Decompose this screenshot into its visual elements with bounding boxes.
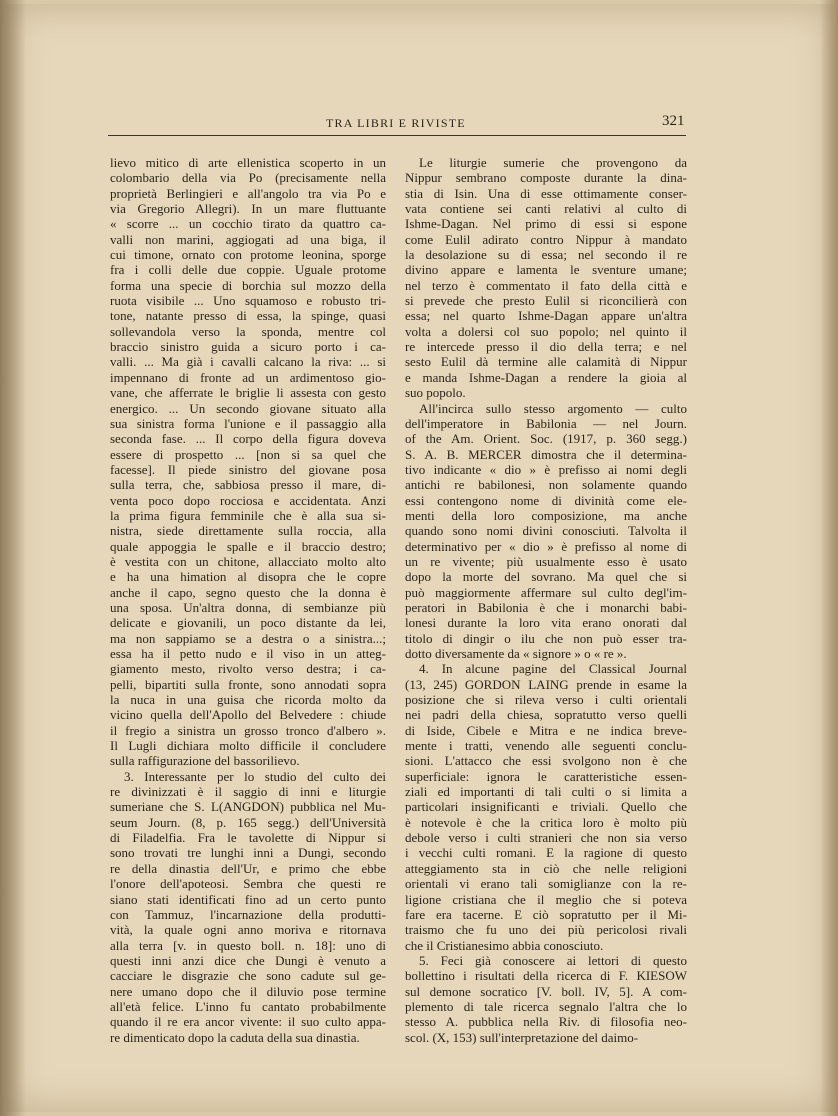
- text-line: ziali ed importanti di tali culti o si limita a: [405, 784, 687, 800]
- text-line: Le liturgie sumerie che provengono da: [419, 155, 687, 170]
- text-line: Ishme-Dagan. Nel primo di essi si espone: [405, 216, 687, 232]
- text-line: vata contiene sei canti relativi al culto di: [405, 201, 687, 217]
- text-line: superficiale: ignora le caratteristiche essen-: [405, 768, 687, 784]
- text-line: re intercede presso il dio della terra; e nel: [405, 339, 687, 355]
- text-line: è notevole è che la critica loro è molto più: [405, 814, 687, 830]
- text-line: forma una specie di borchia sul mozzo della: [110, 277, 386, 293]
- text-line: vane, che afferrate le briglie li assesta con gesto: [110, 385, 386, 401]
- text-line: tone, natante presso di essa, la spinge, quasi: [110, 308, 386, 324]
- text-line: particolari insignificanti e triviali. Quello che: [405, 799, 687, 815]
- text-line: debole verso i culti stranieri che non sia verso: [405, 830, 687, 846]
- text-line: essi contengono nome di divinità come ele-: [405, 492, 687, 508]
- text-line: cacciare le disgrazie che sono cadute sul ge-: [110, 968, 386, 984]
- text-line: divino appare e lamenta le sventure umane;: [405, 262, 687, 278]
- text-line: Il Lugli dichiara molto difficile il concludere: [110, 738, 386, 754]
- text-line: nel terzo è commentato il fato della città e: [405, 277, 687, 293]
- text-line: nistra, siede direttamente sulla roccia, alla: [110, 523, 386, 539]
- text-line: siano stati identificati fino ad un certo punto: [110, 891, 386, 907]
- text-line: facesse]. Il piede sinistro del giovane posa: [110, 461, 386, 477]
- text-line: sesto Eulil dà termine alle calamità di Nippur: [405, 354, 687, 370]
- text-line: quando sono nomi divini conosciuti. Talvolta il: [405, 523, 687, 539]
- text-line: all'età felice. L'inno fu cantato probabilmente: [110, 998, 386, 1014]
- text-line: determinativo per « dio » è prefisso al nome di: [405, 538, 687, 554]
- text-line: sua sinistra forma l'unione e il passaggio alla: [110, 415, 386, 431]
- text-line: dell'imperatore in Babilonia — nel Journ.: [405, 415, 687, 431]
- text-line: nei padri della chiesa, sopratutto verso quelli: [405, 707, 687, 723]
- text-line: 4. In alcune pagine del Classical Journal: [419, 661, 687, 677]
- text-line: colombario della via Po (precisamente nella: [110, 170, 386, 186]
- text-line: antichi re babilonesi, non solamente quando: [405, 477, 687, 493]
- text-line: S. A. B. MERCER dimostra che il determina-: [405, 446, 687, 462]
- page-number: 321: [662, 113, 685, 129]
- text-line: via Gregorio Allegri). In un mare fluttuante: [110, 201, 386, 217]
- text-line: la nuca in una guisa che ricorda molto da: [110, 692, 386, 708]
- text-line: si prevede che presto Eulil si riconcilierà con: [405, 293, 687, 309]
- text-line: ruota visibile ... Uno squamoso e robusto tri-: [110, 293, 386, 309]
- text-line: venta poco dopo rocciosa e accidentata. Anzi: [110, 492, 386, 508]
- text-line: sollevandola verso la sponda, mentre col: [110, 323, 386, 339]
- text-line: giamento mesto, rivolto verso destra; i ca-: [110, 661, 386, 677]
- text-line: mente i tratti, venendo alle seguenti conclu-: [405, 738, 687, 754]
- text-line: peratori in Babilonia è che i monarchi babi-: [405, 599, 687, 615]
- text-line: ligione cristiana che il meglio che si poteva: [405, 891, 687, 907]
- text-line: cui timone, ornato con protome leonina, sporge: [110, 247, 386, 263]
- text-line: ma non sappiamo se a destra o a sinistra...;: [110, 630, 386, 646]
- text-line: quale appoggia le spalle e il braccio destro;: [110, 538, 386, 554]
- text-line: atteggiamento sta in ciò che nelle religioni: [405, 860, 687, 876]
- text-line: di Iside, Cibele e Mitra e ne indica breve-: [405, 722, 687, 738]
- text-line: scol. (X, 153) sull'interpretazione del daimo-: [405, 1029, 639, 1045]
- text-line: nere umano dopo che il diluvio pose termine: [110, 983, 386, 999]
- text-line: dotto diversamente da « signore » o « re ».: [405, 646, 627, 661]
- header-rule: [108, 135, 686, 136]
- text-line: essa; nel quarto Ishme-Dagan appare un'altra: [405, 308, 687, 324]
- text-line: proprietà Berlingieri e all'angolo tra via Po e: [110, 185, 386, 201]
- text-line: 3. Interessante per lo studio del culto dei: [124, 768, 386, 784]
- text-line: una sposa. Un'altra donna, di sembianze più: [110, 599, 386, 615]
- text-line: tivo indicante « dio » è prefisso ai nomi degli: [405, 461, 687, 477]
- text-line: fra i colli delle due coppie. Uguale protome: [110, 262, 386, 278]
- text-line: orientali vi erano tali somiglianze con la re-: [405, 876, 687, 892]
- text-line: titolo di dingir o ilu che non può esser tra-: [405, 630, 687, 646]
- text-line: traismo che fu uno dei più pericolosi rivali: [405, 922, 687, 938]
- page-edge-shadow: [820, 0, 838, 1116]
- text-line: e manda Ishme-Dagan a rendere la gioia al: [405, 369, 687, 385]
- text-line: stesso A. pubblica nella Riv. di filosofia neo-: [405, 1014, 687, 1030]
- text-line: la prima figura femminile che è alla sua si-: [110, 507, 386, 523]
- text-line: i vecchi culti romani. E la ragione di questo: [405, 845, 687, 861]
- text-line: « scorre ... un cocchio tirato da quattro ca-: [110, 216, 386, 232]
- text-line: essa ha il petto nudo e il viso in un atteg-: [110, 646, 386, 661]
- text-line: dopo la morte del sovrano. Ma quel che si: [405, 569, 687, 585]
- text-line: alla terra [v. in questo boll. n. 18]: uno di: [110, 937, 386, 953]
- text-line: e ha una himation al disopra che le copre: [110, 569, 386, 585]
- text-line: vicino quella dell'Apollo del Belvedere : chiude: [110, 707, 386, 723]
- text-line: il fregio a sinistra un grosso tronco d'albero ».: [110, 722, 386, 738]
- text-line: l'onore dell'apoteosi. Sembra che questi re: [110, 876, 386, 892]
- text-line: delicate e giovanili, un poco distante da lei,: [110, 615, 386, 631]
- text-line: sul demone socratico [V. boll. IV, 5]. A com-: [405, 983, 687, 999]
- text-line: un re vivente; più usualmente esso è usato: [405, 553, 687, 569]
- text-line: seconda fase. ... Il corpo della figura doveva: [110, 431, 386, 447]
- text-line: la desolazione su di essa; nel secondo il re: [405, 247, 687, 263]
- text-line: valli non marini, aggiogati ad una biga, il: [110, 231, 386, 247]
- text-line: fare era tacerne. E ciò sopratutto per il Mi-: [405, 906, 687, 922]
- text-line: lonesi durante la loro vita erano onorati dal: [405, 615, 687, 631]
- text-line: volta a dolersi col suo popolo; nel quinto il: [405, 323, 687, 339]
- text-line: valli. ... Ma già i cavalli calcano la riva: ... si: [110, 354, 386, 370]
- text-line: lievo mitico di arte ellenistica scoperto in un: [110, 155, 386, 170]
- text-line: essere di prospetto ... [non si sa quel che: [110, 446, 386, 462]
- text-line: All'incirca sullo stesso argomento — culto: [419, 400, 687, 416]
- text-line: of the Am. Orient. Soc. (1917, p. 360 segg.): [405, 431, 687, 447]
- text-line: sulla terra, che, sabbiosa presso il mare, di-: [110, 477, 386, 493]
- text-line: impennano di fronte ad un ardimentoso gio-: [110, 369, 386, 385]
- text-line: sulla raffigurazione del bassorilievo.: [110, 753, 300, 769]
- page-gutter-shadow: [0, 0, 26, 1116]
- text-line: come Eulil adirato contro Nippur à mandato: [405, 231, 687, 247]
- text-line: braccio sinistro guida a sicuro porto i ca-: [110, 339, 386, 355]
- text-line: sioni. L'attacco che essi svolgono non è che: [405, 753, 687, 769]
- text-line: posizione che si rileva verso i culti orientali: [405, 692, 687, 708]
- text-line: stia di Isin. Una di esse ottimamente conser-: [405, 185, 687, 201]
- text-line: pelli, bipartiti sulla fronte, sono annodati sopra: [110, 676, 386, 692]
- text-line: può maggiormente affermare sul culto degl'im-: [405, 584, 687, 600]
- text-line: sumeriane che S. L(ANGDON) pubblica nel Mu-: [110, 799, 386, 815]
- running-head: TRA LIBRI E RIVISTE: [326, 116, 466, 130]
- text-line: re dimenticato dopo la caduta della sua dinastia.: [110, 1029, 360, 1045]
- text-line: (13, 245) GORDON LAING prende in esame la: [405, 676, 687, 692]
- text-line: bollettino i risultati della ricerca di F. KIESOW: [405, 968, 687, 984]
- left-text-column: [110, 155, 386, 1045]
- text-line: questi inni anzi dice che Dungi è venuto a: [110, 952, 386, 968]
- text-line: re divinizzati è il saggio di inni e liturgie: [110, 784, 386, 800]
- text-line: plemento di tale ricerca segnalo l'altra che lo: [405, 998, 687, 1014]
- right-text-column: [405, 155, 687, 1045]
- text-line: vità, la quale ogni anno moriva e ritornava: [110, 922, 386, 938]
- text-line: sono trovati tre lunghi inni a Dungi, secondo: [110, 845, 386, 861]
- text-line: seum Journ. (8, p. 165 segg.) dell'Università: [110, 814, 386, 830]
- text-line: è vestita con un chitone, allacciato molto alto: [110, 553, 386, 569]
- text-line: menti della loro composizione, ma anche: [405, 507, 687, 523]
- text-line: suo popolo.: [405, 385, 466, 401]
- text-line: quando il re era ancor vivente: il suo culto appa-: [110, 1014, 386, 1030]
- text-line: di Filadelfia. Fra le tavolette di Nippur si: [110, 830, 386, 846]
- text-line: anche il capo, segno questo che la donna è: [110, 584, 386, 600]
- text-line: re della dinastia dell'Ur, e primo che ebbe: [110, 860, 386, 876]
- text-line: con Tammuz, l'incarnazione della produtti-: [110, 906, 386, 922]
- text-line: Nippur sembrano composte durante la dina-: [405, 170, 687, 186]
- text-line: che il Cristianesimo abbia conosciuto.: [405, 937, 604, 953]
- text-line: energico. ... Un secondo giovane situato alla: [110, 400, 386, 416]
- text-line: 5. Feci già conoscere ai lettori di questo: [419, 952, 687, 968]
